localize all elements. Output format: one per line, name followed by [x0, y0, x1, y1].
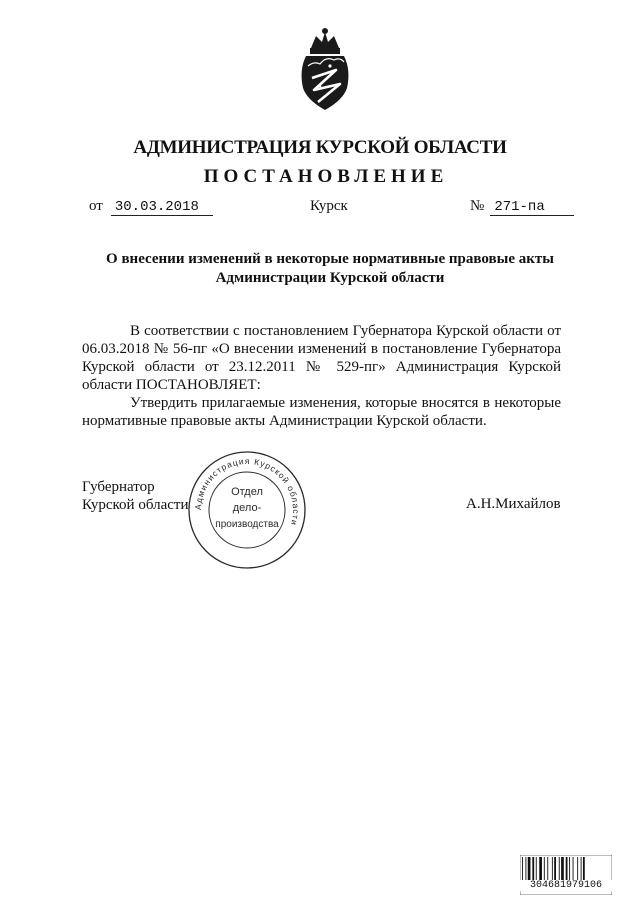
barcode-bar — [522, 857, 523, 881]
signatory-name: А.Н.Михайлов — [466, 496, 561, 512]
stamp-center-line-1: Отдел — [231, 486, 263, 498]
barcode-bar — [561, 857, 564, 881]
number-value: 271-па — [490, 199, 574, 216]
barcode-bar — [566, 857, 568, 881]
stamp-center-line-2: дело- — [232, 502, 262, 514]
date-prefix: от — [89, 198, 103, 214]
barcode-number: 304681979106 — [520, 880, 612, 891]
office-stamp — [186, 447, 308, 573]
barcode-bar — [544, 857, 545, 881]
barcode-bar — [532, 857, 534, 881]
barcode-bar — [573, 857, 574, 881]
document-type-title: ПОСТАНОВЛЕНИЕ — [203, 166, 449, 187]
barcode-bar — [581, 857, 582, 881]
number-prefix: № — [470, 198, 485, 214]
coat-of-arms-emblem — [296, 26, 354, 112]
barcode-bar — [583, 857, 585, 881]
barcode-bar — [539, 857, 542, 881]
barcode-bar — [525, 857, 526, 881]
document-body — [82, 322, 561, 430]
barcode-bar — [577, 857, 578, 881]
barcode-bar — [528, 857, 531, 881]
position-line-2: Курской области — [82, 497, 189, 513]
subject-line-2: Администрации Курской области — [215, 270, 445, 286]
subject-line-1: О внесении изменений в некоторые нормативные правовые акты — [106, 251, 554, 267]
barcode-bar — [536, 857, 537, 881]
barcode-bar — [554, 857, 556, 881]
document-date — [89, 198, 213, 216]
barcode-bar — [552, 857, 553, 881]
date-value: 30.03.2018 — [111, 199, 213, 216]
document-city: Курск — [310, 198, 348, 214]
barcode-bar — [547, 857, 548, 881]
stamp-ring-text: Администрация Курской области — [192, 455, 302, 528]
document-subject — [60, 250, 600, 288]
body-paragraph-1: В соответствии с постановлением Губернатора Курской области от 06.03.2018 № 56-пг «О внесении изменений в постановление Губернатора Курской области от 23.12.2011 № 529-пг» Администрация Курской области ПОСТАНОВЛЯЕТ: — [82, 323, 561, 393]
barcode-bar — [559, 857, 560, 881]
barcode-bar — [569, 857, 570, 881]
position-line-1: Губернатор — [82, 479, 155, 495]
organization-title: АДМИНИСТРАЦИЯ КУРСКОЙ ОБЛАСТИ — [133, 137, 507, 158]
stamp-center-line-3: производства — [215, 519, 279, 530]
signatory-position — [82, 478, 188, 514]
document-number — [470, 198, 574, 216]
body-paragraph-2: Утвердить прилагаемые изменения, которые вносятся в некоторые нормативные правовые акты Администрации Курской области. — [82, 395, 561, 429]
